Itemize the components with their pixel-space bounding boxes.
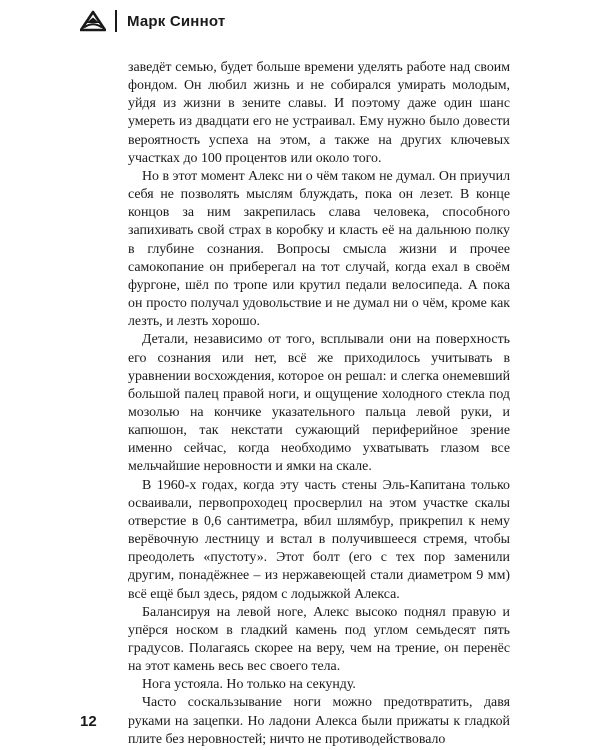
page-number: 12 <box>80 713 97 730</box>
paragraph: Но в этот момент Алекс ни о чём таком не думал. Он приучил себя не позволять мыслям блуждать, пока он лезет. В конце концов за ним закрепилась слава человека, способного запихивать свой страх в коробку и класть её на дальнюю полку в глубине сознания. Вопросы смысла жизни и прочее самокопание он приберегал на тот случай, когда ехал в своём фургоне, шёл по тропе или крутил педали велосипеда. А пока он просто получал удовольствие и не думал ни о чём, кроме как лезть, и лезть хорошо. <box>128 168 510 330</box>
header-divider <box>115 10 117 32</box>
paragraph: Балансируя на левой ноге, Алекс высоко поднял правую и упёрся носком в гладкий камень под углом семьдесят пять градусов. Полагаясь скорее на веру, чем на трение, он перенёс на этот камень весь вес своего тела. <box>128 604 510 675</box>
mountain-logo-icon <box>80 10 106 32</box>
paragraph: заведёт семью, будет больше времени уделять работе над своим фондом. Он любил жизнь и не собирался умирать молодым, уйдя из жизни в зените славы. И поэтому даже один шанс умереть из двадцати его не устраивал. Ему нужно было довести вероятность успеха на этом, а также на других ключевых участках до 100 процентов или около того. <box>128 60 510 166</box>
paragraph: Часто соскальзывание ноги можно предотвратить, давя руками на зацепки. Но ладони Алекса были прижаты к гладкой плите без неровностей; ничто не противодействовало <box>128 695 510 747</box>
paragraph: Нога устояла. Но только на секунду. <box>142 677 356 693</box>
paragraph: Детали, независимо от того, всплывали они на поверхность его сознания или нет, всё же приходилось учитывать в уравнении восхождения, которое он решал: и слегка онемевший большой палец правой ноги, и ощущение холодного стекла под мозолью на кончике указательного пальца левой руки, и капюшон, так некстати сужающий периферийное зрение именно сейчас, когда необходимо ухватывать глазом все мельчайшие неровности и ямки на скале. <box>128 332 510 475</box>
author-name: Марк Синнот <box>127 12 226 30</box>
page-body <box>128 59 510 749</box>
paragraph: В 1960-х годах, когда эту часть стены Эль-Капитана только осваивали, первопроходец просверлил на этом участке скалы отверстие в 0,6 сантиметра, вбил шлямбур, прикрепил к нему верёвочную лестницу и встал в получившееся стремя, чтобы преодолеть «пустоту». Этот болт (его с тех пор заменили другим, понадёжнее – из нержавеющей стали диаметром 9 мм) всё ещё был здесь, рядом с лодыжкой Алекса. <box>128 477 510 602</box>
running-header <box>80 8 225 34</box>
